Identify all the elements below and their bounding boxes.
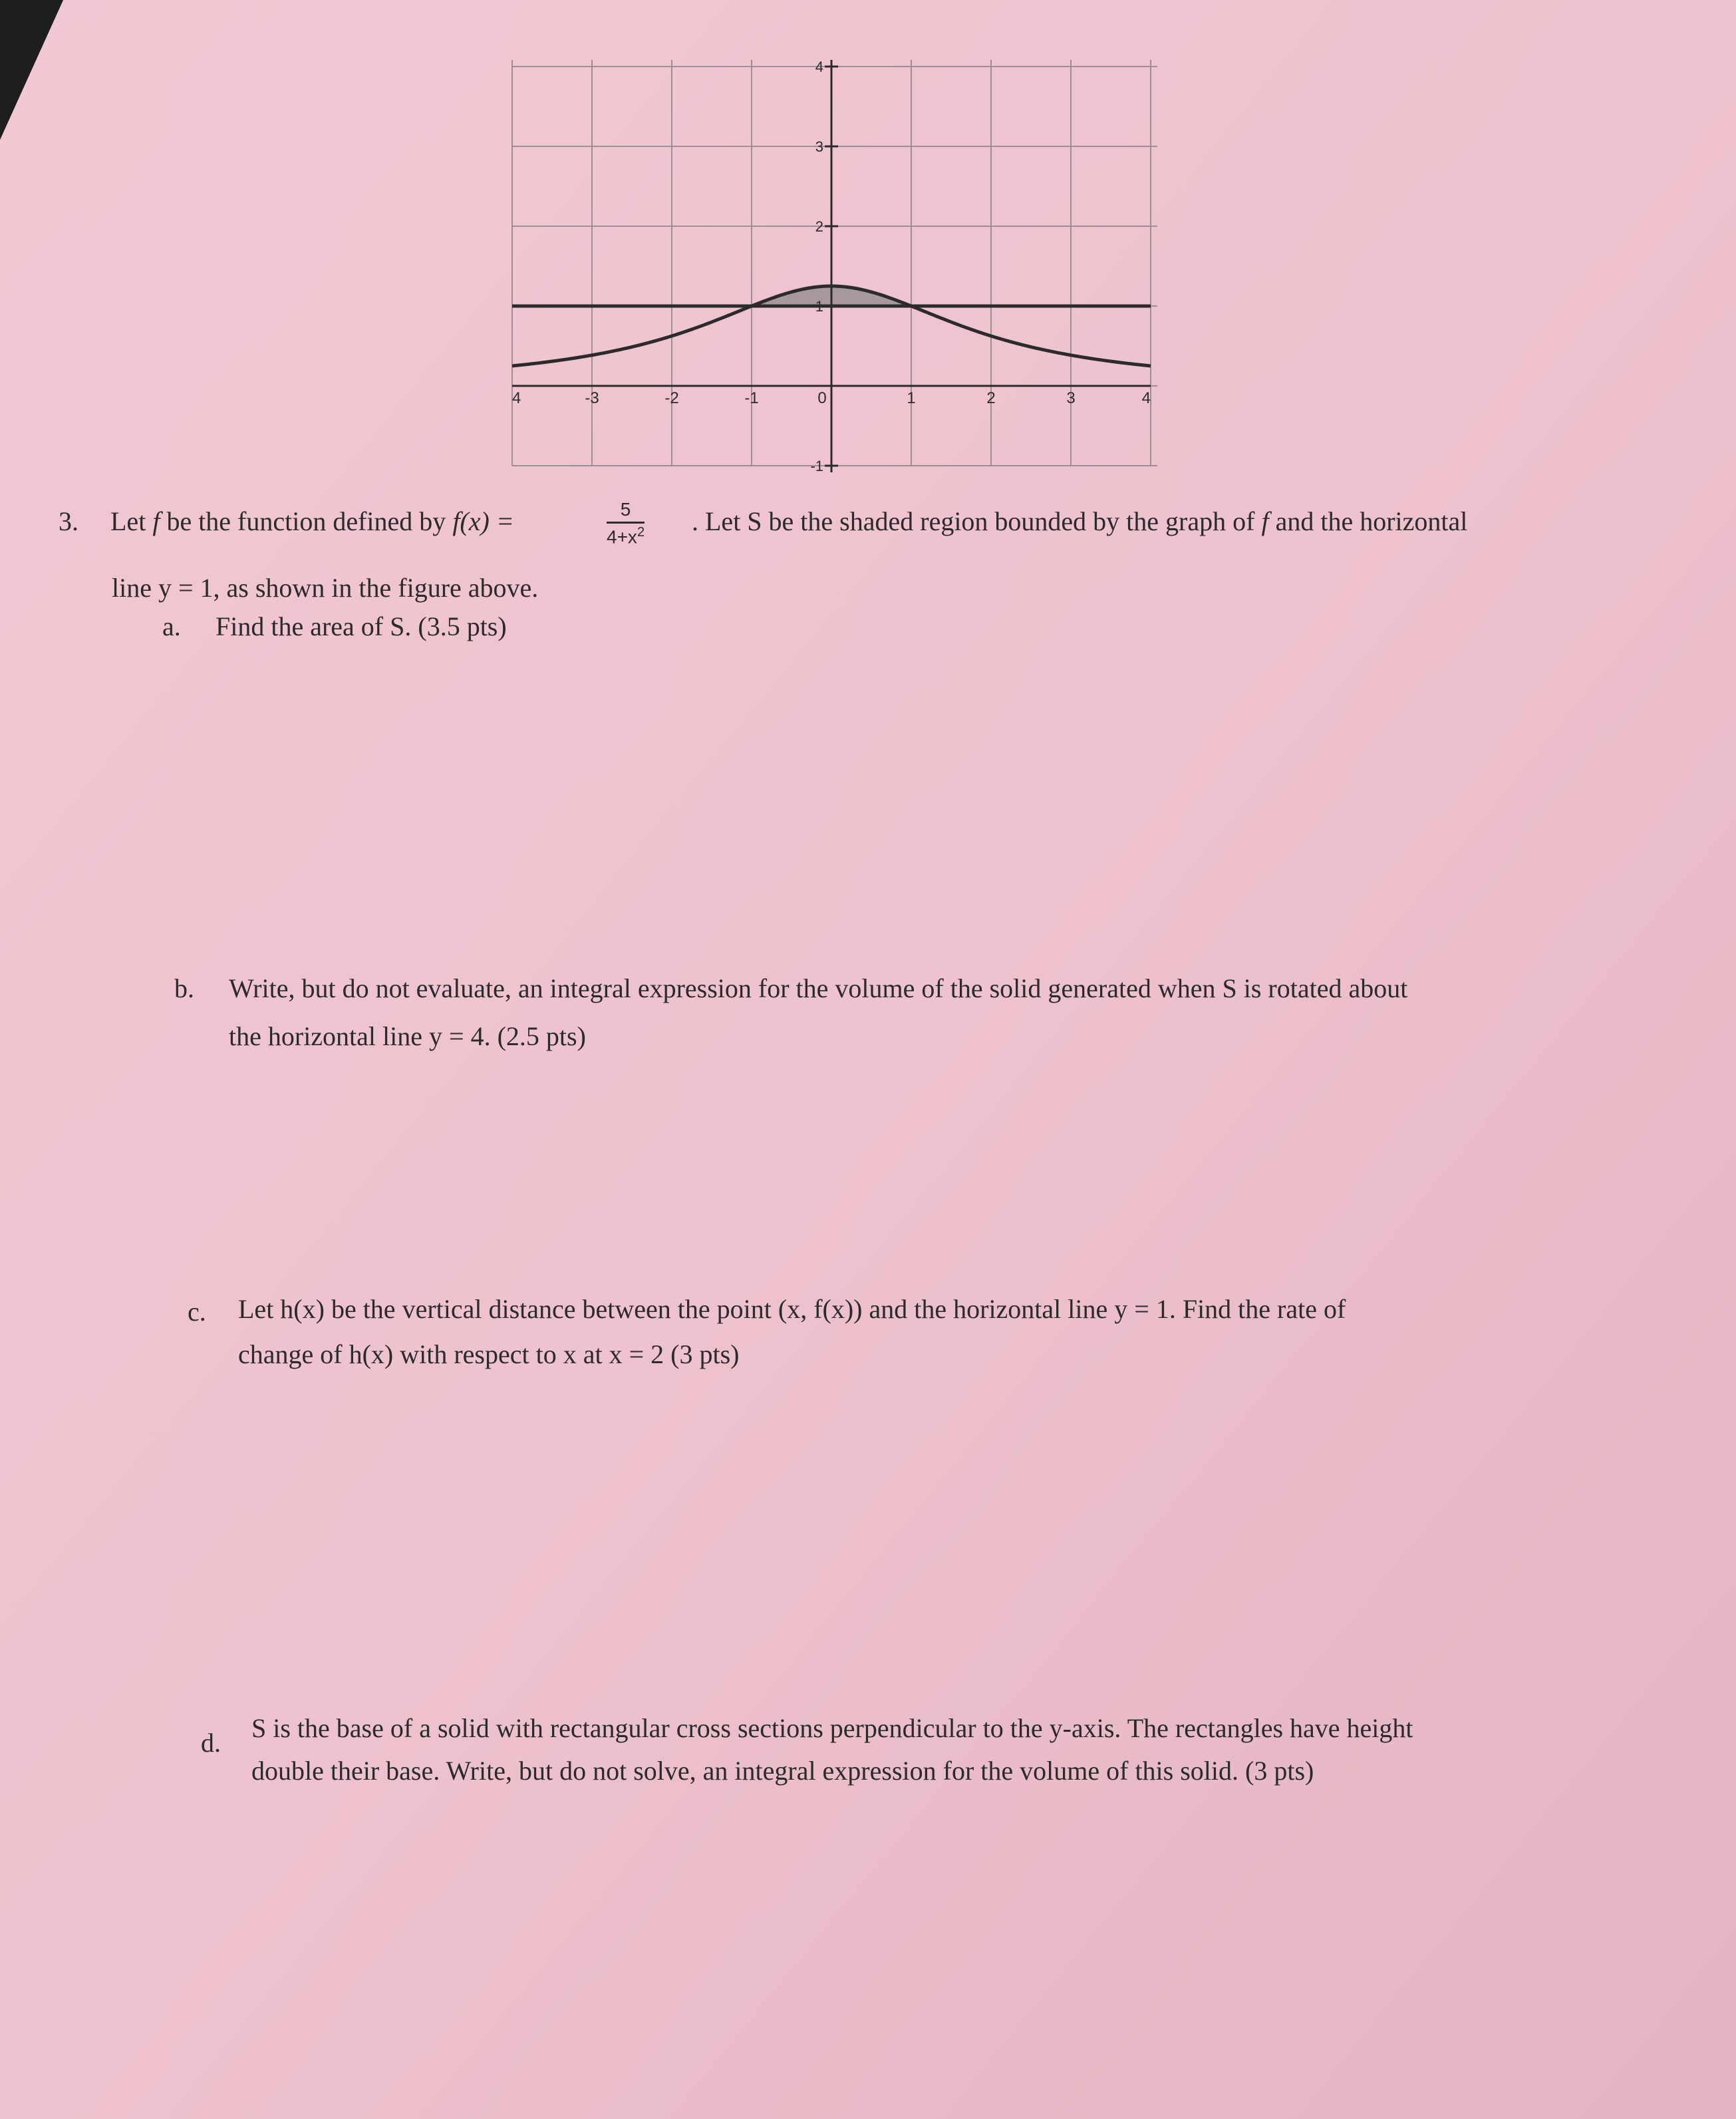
stem-part-d: and the horizontal bbox=[1268, 506, 1468, 536]
stem-part-b: be the function defined by bbox=[160, 506, 453, 536]
problem-line-1-continued bbox=[692, 506, 1467, 538]
problem-line-1 bbox=[59, 506, 514, 538]
problem-line-2: line y = 1, as shown in the figure above. bbox=[112, 573, 539, 603]
x-tick-label: 4 bbox=[512, 389, 521, 407]
function-graph bbox=[492, 53, 1157, 492]
problem-number: 3. bbox=[59, 506, 78, 536]
stem-f-symbol-2: f bbox=[1261, 506, 1269, 536]
fx-numerator: 5 bbox=[607, 499, 645, 524]
x-tick-label: 1 bbox=[907, 389, 916, 407]
x-tick-label: -2 bbox=[664, 389, 679, 407]
y-tick-label: 4 bbox=[815, 59, 823, 75]
y-tick-label: 2 bbox=[815, 218, 823, 235]
axes bbox=[512, 60, 1151, 472]
part-d-letter: d. bbox=[201, 1728, 221, 1758]
part-b-letter: b. bbox=[174, 973, 194, 1003]
stem-f-symbol: f bbox=[152, 506, 160, 536]
part-b-line-1: Write, but do not evaluate, an integral expression for the volume of the solid generated when S is rotated about bbox=[229, 973, 1408, 1003]
x-tick-label: -3 bbox=[585, 389, 599, 407]
part-c-letter: c. bbox=[188, 1297, 206, 1327]
x-tick-label: 2 bbox=[986, 389, 996, 407]
fx-fraction bbox=[607, 499, 645, 548]
part-c-line-2: change of h(x) with respect to x at x = 2 (3 pts) bbox=[238, 1339, 740, 1369]
fx-denominator-base: 4+x bbox=[607, 526, 637, 548]
y-tick-label: 1 bbox=[815, 298, 823, 315]
part-c-line-1: Let h(x) be the vertical distance between the point (x, f(x)) and the horizontal line y = 1. Find the rate of bbox=[238, 1294, 1346, 1324]
x-tick-label: 4 bbox=[1141, 389, 1151, 407]
part-d-line-1: S is the base of a solid with rectangular cross sections perpendicular to the y-axis. The rectangles have height bbox=[251, 1713, 1413, 1743]
x-tick-label: 3 bbox=[1066, 389, 1076, 407]
stem-part-a: Let bbox=[110, 506, 153, 536]
y-tick-label: -1 bbox=[810, 458, 823, 474]
part-a-letter: a. bbox=[162, 611, 181, 641]
part-a-text: Find the area of S. (3.5 pts) bbox=[216, 611, 507, 641]
part-b-line-2: the horizontal line y = 4. (2.5 pts) bbox=[229, 1021, 586, 1051]
fx-denominator bbox=[607, 524, 645, 548]
part-d-line-2: double their base. Write, but do not solve, an integral expression for the volume of this solid. (3 pts) bbox=[251, 1756, 1314, 1786]
stem-part-c: . Let S be the shaded region bounded by the graph of bbox=[692, 506, 1262, 536]
y-tick-label: 3 bbox=[815, 138, 823, 155]
fx-label: f(x) = bbox=[452, 506, 514, 536]
x-tick-label: 0 bbox=[817, 389, 827, 407]
x-tick-label: -1 bbox=[744, 389, 759, 407]
grid-lines bbox=[512, 60, 1157, 466]
fx-exponent: 2 bbox=[637, 525, 645, 540]
